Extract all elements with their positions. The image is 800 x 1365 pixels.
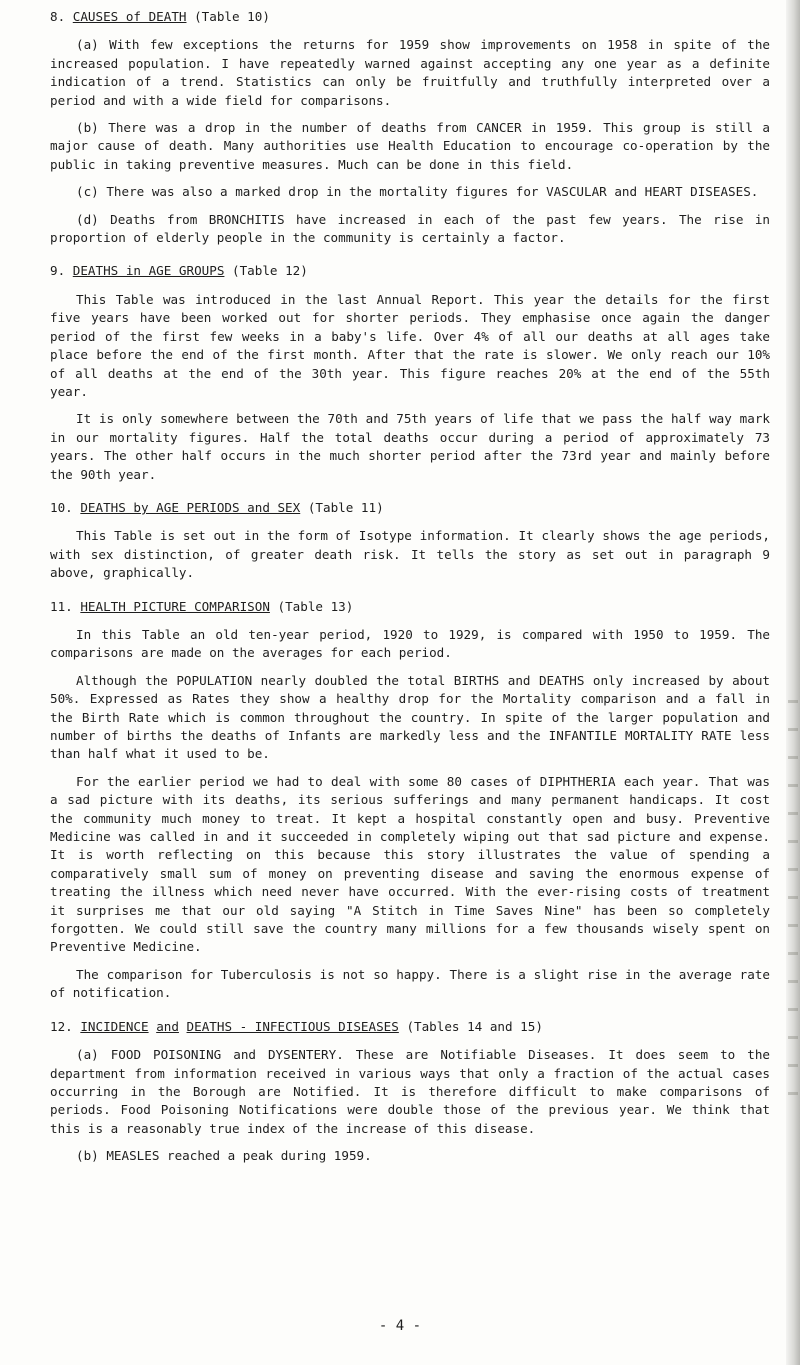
edge-marks (788, 700, 798, 1120)
section-11-para-2: Although the POPULATION nearly doubled the total BIRTHS and DEATHS only increased by about 50%. Expressed as Rates they show a healthy drop for the Mortality comparison and a fall in the Birth Rate which is common throughout the country. In spite of the larger population and number of births the deaths of Infants are markedly less and the INFANTILE MORTALITY RATE less than half what it used to be. (50, 672, 770, 762)
section-11-number: 11. (50, 598, 73, 614)
section-12-heading (50, 1018, 770, 1036)
document-body (50, 8, 770, 1175)
section-8-heading (50, 8, 770, 26)
binding-edge (786, 0, 800, 1365)
section-11-para-1: In this Table an old ten-year period, 1920 to 1929, is compared with 1950 to 1959. The comparisons are made on the averages for each period. (50, 626, 770, 661)
section-9-table-ref: (Table 12) (232, 263, 308, 279)
section-12-title-a: INCIDENCE (80, 1018, 149, 1034)
section-11-title: HEALTH PICTURE COMPARISON (80, 598, 270, 614)
section-12-title-b: and (156, 1018, 179, 1034)
section-11-para-4: The comparison for Tuberculosis is not so happy. There is a slight rise in the average rate of notification. (50, 966, 770, 1001)
section-10-number: 10. (50, 499, 73, 515)
section-9-number: 9. (50, 263, 66, 279)
section-8-para-d: (d) Deaths from BRONCHITIS have increased in each of the past few years. The rise in proportion of elderly people in the community is certainly a factor. (50, 211, 770, 246)
section-12-para-b: (b) MEASLES reached a peak during 1959. (76, 1148, 372, 1164)
section-11-heading (50, 598, 770, 616)
section-9-heading (50, 262, 770, 280)
section-12-table-ref: (Tables 14 and 15) (406, 1018, 543, 1034)
page-number: - 4 - (378, 1318, 422, 1334)
section-10-para-1: This Table is set out in the form of Isotype information. It clearly shows the age periods, with sex distinction, of greater death risk. It tells the story as set out in paragraph 9 above, graphically. (50, 528, 770, 581)
section-8-title: CAUSES of DEATH (72, 9, 187, 24)
section-8-para-b: (b) There was a drop in the number of deaths from CANCER in 1959. This group is still a major cause of death. Many authorities use Health Education to encourage co-operation by the public in taking preventive measures. Much can be done in this field. (50, 120, 770, 172)
section-12-number: 12. (50, 1018, 73, 1034)
section-8-number: 8. (50, 9, 66, 24)
section-10-heading (50, 499, 770, 517)
section-8-para-a: (a) With few exceptions the returns for 1959 show improvements on 1958 in spite of the increased population. I have repeatedly warned against accepting any one year as a definite indication of a trend. Statistics can only be fruitfully and truthfully interpreted over a period and with a wide field for comparisons. (50, 37, 770, 108)
section-9-para-1: This Table was introduced in the last Annual Report. This year the details for the first five years have been worked out for shorter periods. They emphasise once again the danger period of the first few weeks in a baby's life. Over 4% of all our deaths at all ages take place before the end of the first month. After that the rate is slower. We only reach our 10% of all deaths at the end of the 30th year. This figure reaches 20% at the end of the 55th year. (50, 291, 770, 399)
section-8-para-c: (c) There was also a marked drop in the mortality figures for VASCULAR and HEART DISEASES. (76, 184, 759, 200)
section-11-table-ref: (Table 13) (277, 598, 354, 614)
section-9-title: DEATHS in AGE GROUPS (72, 263, 225, 279)
section-10-title: DEATHS by AGE PERIODS and SEX (80, 499, 301, 515)
section-12-title-c: DEATHS - INFECTIOUS DISEASES (186, 1018, 399, 1034)
section-11-para-3: For the earlier period we had to deal with some 80 cases of DIPHTHERIA each year. That was a sad picture with its deaths, its serious sufferings and many permanent handicaps. It cost the community much money to treat. It kept a hospital constantly open and busy. Preventive Medicine was called in and it succeeded in completely wiping out that sad picture and expense. It is worth reflecting on this because this story illustrates the value of spending a comparatively small sum of money on preventing disease and saving the enormous expense of treating the illness which need never have occurred. With the ever-rising costs of treatment it surprises me that our old saying "A Stitch in Time Saves Nine" has been so completely forgotten. We could still save the country many millions for a few thousands wisely spent on Preventive Medicine. (50, 773, 770, 955)
section-10-table-ref: (Table 11) (307, 499, 384, 515)
section-12-para-a: (a) FOOD POISONING and DYSENTERY. These are Notifiable Diseases. It does seem to the department from information received in various ways that only a fraction of the actual cases occurring in the Borough are Notified. It is therefore difficult to make comparisons of periods. Food Poisoning Notifications were double those of the previous year. We think that this is a reasonably true index of the increase of this disease. (50, 1047, 770, 1136)
section-8-table-ref: (Table 10) (194, 9, 270, 24)
section-9-para-2: It is only somewhere between the 70th and 75th years of life that we pass the half way mark in our mortality figures. Half the total deaths occur during a period of approximately 73 years. The other half occurs in the much shorter period after the 73rd year and mainly before the 90th year. (50, 411, 770, 482)
